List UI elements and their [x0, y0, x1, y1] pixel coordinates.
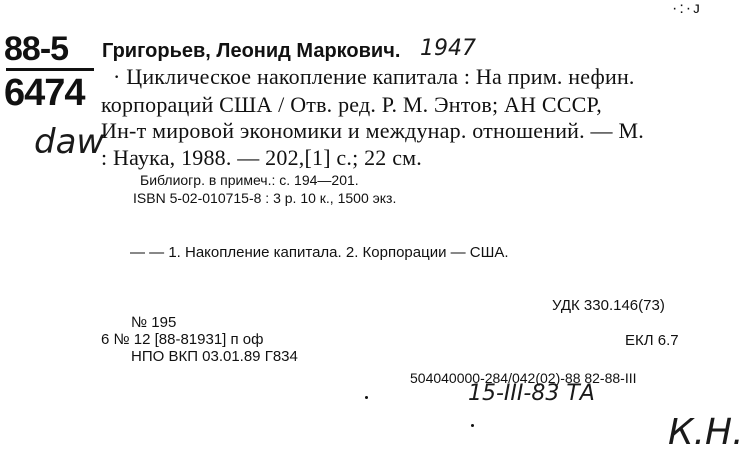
call-number-bottom: 6474 — [4, 72, 85, 114]
author-heading: Григорьев, Леонид Маркович. — [102, 40, 401, 62]
card-number: № 195 — [131, 314, 177, 331]
udk-code: УДК 330.146(73) — [552, 297, 665, 314]
title-line-1: · Циклическое накопление капитала : На прим. нефин. — [113, 64, 635, 89]
title-line-2: корпораций США / Отв. ред. Р. М. Энтов; АН СССР, — [101, 92, 602, 117]
ink-speck — [365, 396, 368, 399]
call-number-divider — [6, 68, 94, 71]
subject-headings: — — 1. Накопление капитала. 2. Корпорации — США. — [130, 244, 509, 261]
ekl-code: ЕКЛ 6.7 — [625, 332, 679, 349]
handwritten-call-mark: daw — [34, 122, 105, 162]
title-line-3: Ин-т мировой экономики и междунар. отношений. — М. — [101, 118, 644, 143]
corner-handwritten-mark: ·:·ᴊ — [672, 0, 702, 17]
npo-line: НПО ВКП 03.01.89 Г834 — [131, 348, 298, 365]
imprint-line: : Наука, 1988. — 202,[1] с.; 22 см. — [101, 145, 422, 170]
call-number-top: 88-5 — [4, 30, 69, 68]
author-birth-year-handwritten: 1947 — [420, 36, 476, 61]
classification-code: 504040000-284/042(02)-88 82-88-III — [410, 370, 637, 386]
ink-speck — [471, 424, 474, 427]
handwritten-initials: К.Н. — [668, 412, 744, 453]
bibliography-note: Библиогр. в примеч.: с. 194—201. — [140, 172, 359, 188]
isbn-line: ISBN 5-02-010715-8 : 3 р. 10 к., 1500 экз. — [133, 190, 397, 206]
handwritten-date: 15-III-83 ТА — [468, 381, 595, 406]
order-number: 6 № 12 [88-81931] п оф — [101, 331, 264, 348]
